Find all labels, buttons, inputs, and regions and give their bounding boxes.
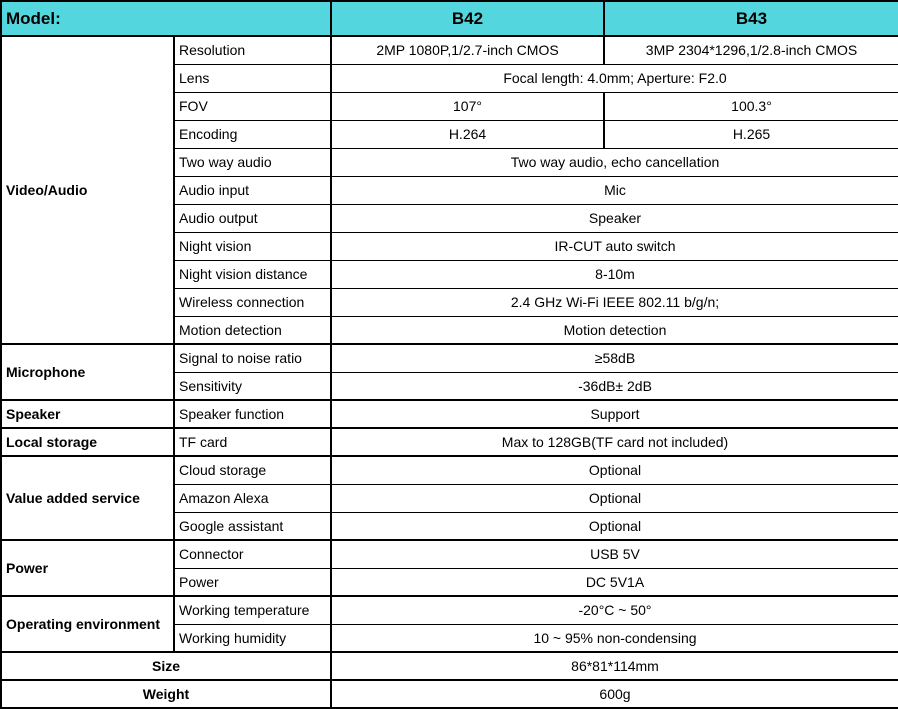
value-amazon-alexa: Optional [331,484,898,512]
value-connector: USB 5V [331,540,898,568]
prop-power: Power [174,568,331,596]
value-night-vision: IR-CUT auto switch [331,232,898,260]
prop-audio-output: Audio output [174,204,331,232]
row-resolution [1,36,898,64]
value-weight: 600g [331,680,898,708]
prop-working-temperature: Working temperature [174,596,331,624]
model-header-label: Model: [1,1,331,36]
value-motion-detection: Motion detection [331,316,898,344]
value-audio-input: Mic [331,176,898,204]
prop-motion-detection: Motion detection [174,316,331,344]
prop-google-assistant: Google assistant [174,512,331,540]
label-size: Size [1,652,331,680]
value-size: 86*81*114mm [331,652,898,680]
prop-speaker-function: Speaker function [174,400,331,428]
value-two-way-audio: Two way audio, echo cancellation [331,148,898,176]
value-working-humidity: 10 ~ 95% non-condensing [331,624,898,652]
value-audio-output: Speaker [331,204,898,232]
label-weight: Weight [1,680,331,708]
value-lens: Focal length: 4.0mm; Aperture: F2.0 [331,64,898,92]
value-fov-b42: 107° [331,92,604,120]
prop-night-vision-distance: Night vision distance [174,260,331,288]
value-encoding-b42: H.264 [331,120,604,148]
prop-amazon-alexa: Amazon Alexa [174,484,331,512]
group-label-operating-environment: Operating environment [1,596,174,652]
row-working-temperature [1,596,898,624]
group-label-power: Power [1,540,174,596]
prop-sensitivity: Sensitivity [174,372,331,400]
value-night-vision-distance: 8-10m [331,260,898,288]
value-resolution-b42: 2MP 1080P,1/2.7-inch CMOS [331,36,604,64]
row-speaker-function [1,400,898,428]
column-header-b43: B43 [604,1,898,36]
value-google-assistant: Optional [331,512,898,540]
row-tf-card [1,428,898,456]
value-wireless-connection: 2.4 GHz Wi-Fi IEEE 802.11 b/g/n; [331,288,898,316]
group-label-local-storage: Local storage [1,428,174,456]
row-weight [1,680,898,708]
group-label-video-audio: Video/Audio [1,36,174,344]
prop-tf-card: TF card [174,428,331,456]
group-label-speaker: Speaker [1,400,174,428]
value-tf-card: Max to 128GB(TF card not included) [331,428,898,456]
row-signal-to-noise [1,344,898,372]
value-power: DC 5V1A [331,568,898,596]
prop-lens: Lens [174,64,331,92]
value-resolution-b43: 3MP 2304*1296,1/2.8-inch CMOS [604,36,898,64]
group-label-microphone: Microphone [1,344,174,400]
header-row [1,1,898,36]
value-sensitivity: -36dB± 2dB [331,372,898,400]
prop-fov: FOV [174,92,331,120]
prop-wireless-connection: Wireless connection [174,288,331,316]
prop-two-way-audio: Two way audio [174,148,331,176]
prop-cloud-storage: Cloud storage [174,456,331,484]
prop-working-humidity: Working humidity [174,624,331,652]
value-working-temperature: -20°C ~ 50° [331,596,898,624]
prop-signal-to-noise: Signal to noise ratio [174,344,331,372]
group-label-value-added-service: Value added service [1,456,174,540]
prop-night-vision: Night vision [174,232,331,260]
value-speaker-function: Support [331,400,898,428]
prop-connector: Connector [174,540,331,568]
row-connector [1,540,898,568]
prop-resolution: Resolution [174,36,331,64]
value-fov-b43: 100.3° [604,92,898,120]
value-signal-to-noise: ≥58dB [331,344,898,372]
value-encoding-b43: H.265 [604,120,898,148]
row-size [1,652,898,680]
column-header-b42: B42 [331,1,604,36]
value-cloud-storage: Optional [331,456,898,484]
prop-audio-input: Audio input [174,176,331,204]
row-cloud-storage [1,456,898,484]
prop-encoding: Encoding [174,120,331,148]
